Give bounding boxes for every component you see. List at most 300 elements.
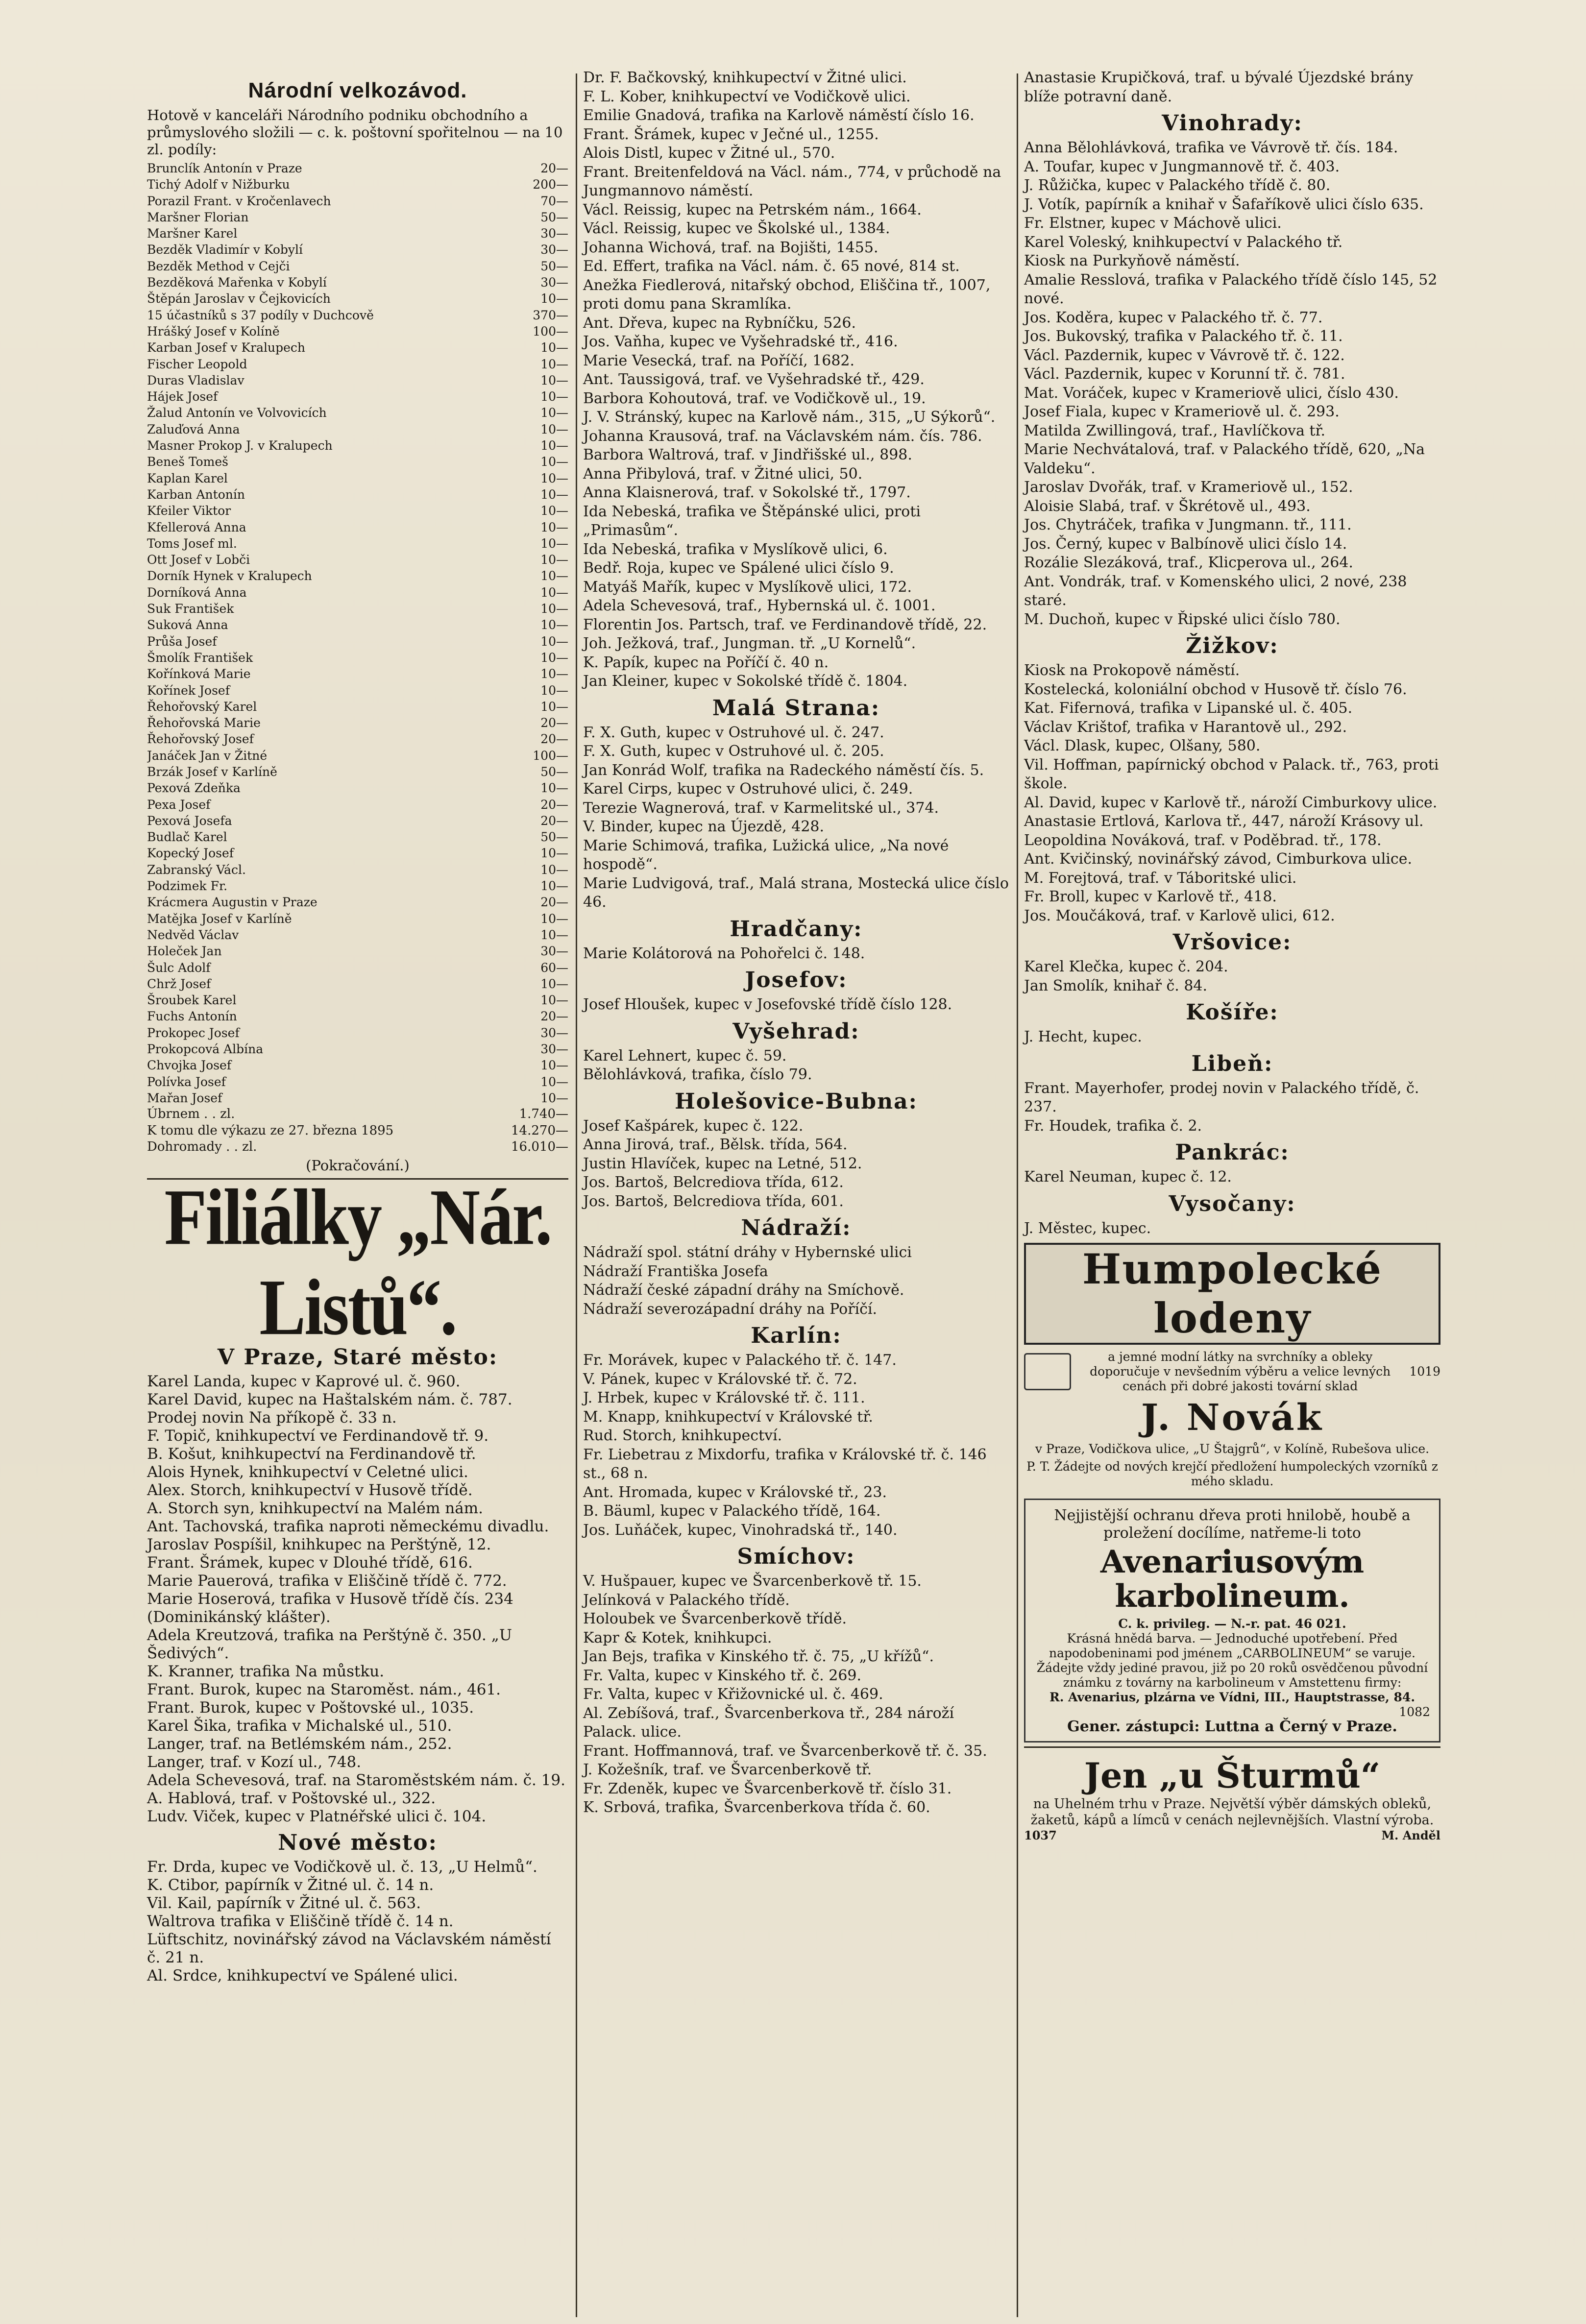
row-amount: 10— — [540, 471, 568, 485]
table-row — [147, 927, 568, 943]
list-item: F. X. Guth, kupec v Ostruhové ul. č. 205. — [583, 743, 884, 760]
section-heading: Nádraží: — [741, 1215, 852, 1240]
row-amount: 30— — [540, 242, 568, 257]
entry-list — [1024, 69, 1440, 1238]
row-amount: 30— — [540, 275, 568, 290]
total-amount: 16.010— — [511, 1139, 568, 1154]
list-item: Karel Cirps, kupec v Ostruhové ulici, č. 249. — [583, 780, 913, 798]
row-amount: 10— — [540, 879, 568, 894]
list-item: Marie Nechvátalová, traf. v Palackého třídě, 620, „Na Valdeku“. — [1024, 441, 1425, 477]
table-row — [147, 715, 568, 731]
row-name: Chrž Josef — [147, 976, 211, 991]
table-row — [147, 650, 568, 666]
table-row — [147, 388, 568, 405]
section-heading: Holešovice-Bubna: — [675, 1089, 918, 1114]
row-name: Šmolík František — [147, 650, 253, 665]
section-heading: Vinohrady: — [1162, 111, 1303, 136]
row-amount: 10— — [540, 650, 568, 665]
section-heading: Pankrác: — [1175, 1140, 1290, 1165]
list-item: Marie Hoserová, trafika v Husově třídě čís. 234 (Dominikánský klášter). — [147, 1590, 513, 1626]
list-item: B. Bäuml, kupec v Palackého třídě, 164. — [583, 1502, 881, 1520]
list-item: Rozálie Slezáková, traf., Klicperova ul., 264. — [1024, 554, 1353, 571]
list-item: Ant. Kvičinský, novinářský závod, Cimburkova ulice. — [1024, 850, 1412, 868]
row-amount: 10— — [540, 438, 568, 453]
ad-text: C. k. privileg. — N.-r. pat. 46 021. — [1118, 1617, 1346, 1631]
row-name: Řehořovský Josef — [147, 732, 254, 747]
list-item: Kat. Fifernová, trafika v Lipanské ul. č. 405. — [1024, 700, 1353, 717]
table-row — [147, 242, 568, 258]
list-item: Jan Kleiner, kupec v Sokolské třídě č. 1804. — [583, 673, 908, 690]
row-name: Tichý Adolf v Nižburku — [147, 177, 290, 192]
list-item: Bělohlávková, trafika, číslo 79. — [583, 1066, 812, 1083]
row-amount: 50— — [540, 830, 568, 845]
table-row — [147, 421, 568, 437]
row-name: Pexa Josef — [147, 797, 211, 812]
table-row — [147, 1074, 568, 1090]
list-item: Matilda Zwillingová, traf., Havlíčkova tř. — [1024, 422, 1326, 439]
list-item: Fr. Liebetrau z Mixdorfu, trafika v Královské tř. č. 146 st., 68 n. — [583, 1446, 987, 1482]
row-amount: 10— — [540, 340, 568, 355]
table-row — [147, 748, 568, 764]
row-amount: 10— — [540, 862, 568, 877]
row-amount: 370— — [533, 308, 568, 322]
table-row — [147, 992, 568, 1008]
row-name: Prokopcová Albína — [147, 1042, 264, 1057]
column-divider — [1017, 73, 1018, 2317]
row-name: Hrášký Josef v Kolíně — [147, 324, 280, 339]
row-name: Dorník Hynek v Kralupech — [147, 569, 312, 583]
list-item: Marie Kolátorová na Pohořelci č. 148. — [583, 944, 865, 962]
table-row — [147, 1008, 568, 1024]
table-row — [147, 176, 568, 193]
total-label: Úbrnem . . zl. — [147, 1107, 235, 1122]
list-item: Dr. F. Bačkovský, knihkupectví v Žitné ulici. — [583, 69, 907, 86]
list-item: Václav Krištof, trafika v Harantově ul., 292. — [1024, 718, 1347, 736]
row-name: Toms Josef ml. — [147, 536, 237, 551]
row-amount: 10— — [540, 781, 568, 796]
row-amount: 30— — [540, 1025, 568, 1040]
list-item: Marie Ludvigová, traf., Malá strana, Mostecká ulice číslo 46. — [583, 874, 1009, 911]
list-item: Ludv. Viček, kupec v Platnéřské ulici č. 104. — [147, 1808, 487, 1826]
list-item: V. Binder, kupec na Újezdě, 428. — [583, 818, 825, 835]
list-item: Anežka Fiedlerová, nitařský obchod, Eliščina tř., 1007, proti domu pana Skramlíka. — [583, 276, 991, 313]
table-row — [147, 617, 568, 633]
list-item: Langer, traf. na Betlémském nám., 252. — [147, 1735, 452, 1753]
list-item: Ant. Taussigová, traf. ve Vyšehradské tř., 429. — [583, 371, 925, 388]
list-item: Václ. Reissig, kupec na Petrském nám., 1664. — [583, 201, 922, 218]
list-item: Adela Schevesová, traf. na Staroměstském nám. č. 19. — [147, 1771, 565, 1790]
continued-note: (Pokračování.) — [306, 1157, 410, 1174]
row-name: Krácmera Augustin v Praze — [147, 895, 317, 910]
row-name: Průša Josef — [147, 634, 217, 649]
list-item: Al. David, kupec v Karlově tř., nároží Cimburkovy ulice. — [1024, 794, 1438, 811]
row-amount: 10— — [540, 911, 568, 926]
ad-title: Jen „u Šturmů“ — [1084, 1755, 1381, 1796]
list-item: Nádraží české západní dráhy na Smíchově. — [583, 1282, 904, 1299]
row-amount: 10— — [540, 504, 568, 518]
list-item: Frant. Šrámek, kupec v Dlouhé třídě, 616. — [147, 1554, 473, 1572]
row-name: Štěpán Jaroslav v Čejkovicích — [147, 291, 331, 306]
list-item: Waltrova trafika v Eliščině třídě č. 14 n. — [147, 1912, 454, 1931]
row-amount: 10— — [540, 1058, 568, 1073]
row-amount: 70— — [540, 194, 568, 208]
list-item: Ida Nebeská, trafika ve Štěpánské ulici, proti „Primasům“. — [583, 503, 921, 539]
row-name: Hájek Josef — [147, 389, 218, 404]
list-item: Jos. Bartoš, Belcrediova třída, 612. — [583, 1174, 844, 1191]
list-item: Karel Neuman, kupec č. 12. — [1024, 1168, 1232, 1186]
total-label: Dohromady . . zl. — [147, 1139, 257, 1154]
list-item: Fr. Broll, kupec v Karlově tř., 418. — [1024, 888, 1277, 905]
list-item: Frant. Burok, kupec v Poštovské ul., 1035. — [147, 1699, 474, 1717]
row-name: Masner Prokop J. v Kralupech — [147, 438, 333, 453]
list-item: M. Forejtová, traf. v Táboritské ulici. — [1024, 869, 1297, 887]
table-row — [147, 943, 568, 959]
row-name: Suková Anna — [147, 618, 228, 632]
row-amount: 10— — [540, 602, 568, 616]
table-row — [147, 682, 568, 699]
row-name: Dorníková Anna — [147, 585, 247, 600]
list-item: Fr. Zdeněk, kupec ve Švarcenberkově tř. číslo 31. — [583, 1780, 952, 1797]
list-item: Kapr & Kotek, knihkupci. — [583, 1629, 772, 1646]
list-item: M. Knapp, knihkupectví v Královské tř. — [583, 1408, 873, 1426]
row-name: Chvojka Josef — [147, 1058, 232, 1073]
row-amount: 10— — [540, 699, 568, 714]
row-name: Kaplan Karel — [147, 471, 228, 485]
list-item: Langer, traf. v Kozí ul., 748. — [147, 1753, 362, 1771]
section-heading: Vyšehrad: — [732, 1018, 860, 1044]
list-item: J. Votík, papírník a knihař v Šafaříkově ulici číslo 635. — [1024, 195, 1424, 213]
ad-text: Nejjistější ochranu dřeva proti hnilobě, houbě a proležení docílíme, natřeme-li toto — [1054, 1507, 1411, 1542]
row-name: Duras Vladislav — [147, 373, 244, 387]
table-row — [147, 878, 568, 894]
list-item: Bedř. Roja, kupec ve Spálené ulici číslo 9. — [583, 559, 894, 577]
row-name: Nedvěd Václav — [147, 927, 239, 942]
table-row — [147, 764, 568, 780]
list-item: Kiosk na Prokopově náměstí. — [1024, 662, 1240, 679]
table-row — [147, 356, 568, 372]
entry-list — [147, 1858, 568, 1985]
list-item: Vil. Hoffman, papírnický obchod v Palack. tř., 763, proti škole. — [1024, 756, 1439, 792]
list-item: Adela Schevesová, traf., Hybernská ul. č. 1001. — [583, 597, 936, 614]
table-row — [147, 1025, 568, 1041]
ad-footer — [1024, 1828, 1440, 1842]
row-amount: 30— — [540, 226, 568, 241]
list-item: Karel Voleský, knihkupectví v Palackého tř. — [1024, 233, 1343, 251]
row-name: Řehořovský Karel — [147, 699, 257, 714]
row-amount: 10— — [540, 291, 568, 306]
list-item: Kostelecká, koloniální obchod v Husově tř. číslo 76. — [1024, 680, 1407, 698]
row-amount: 20— — [540, 797, 568, 812]
ad-avenarius — [1024, 1499, 1440, 1743]
row-name: Porazil Frant. v Kročenlavech — [147, 194, 331, 208]
section-heading: Malá Strana: — [712, 695, 880, 721]
list-item: Fr. Morávek, kupec v Palackého tř. č. 147. — [583, 1352, 897, 1369]
table-row — [147, 437, 568, 454]
total-label: K tomu dle výkazu ze 27. března 1895 — [147, 1123, 394, 1138]
table-row — [147, 258, 568, 274]
list-item: Ida Nebeská, trafika v Myslíkově ulici, 6. — [583, 540, 888, 558]
row-amount: 20— — [540, 716, 568, 730]
table-row — [147, 160, 568, 176]
fabric-roll-icon — [1024, 1353, 1071, 1390]
entry-list — [583, 69, 1009, 1817]
list-item: Karel Lehnert, kupec č. 59. — [583, 1047, 787, 1065]
list-item: Jos. Luňáček, kupec, Vinohradská tř., 140. — [583, 1521, 898, 1539]
section-heading: V Praze, Staré město: — [217, 1345, 498, 1370]
row-amount: 10— — [540, 569, 568, 583]
table-row — [147, 307, 568, 323]
section-heading: Vršovice: — [1172, 930, 1292, 955]
list-item: Jaroslav Pospíšil, knihkupec na Perštýně, 12. — [147, 1536, 491, 1554]
row-name: Maršner Florian — [147, 210, 249, 224]
list-item: Ant. Tachovská, trafika naproti německému divadlu. — [147, 1518, 549, 1536]
list-item: Fr. Drda, kupec ve Vodičkově ul. č. 13, „U Helmů“. — [147, 1858, 537, 1876]
row-amount: 100— — [533, 748, 568, 763]
row-name: Mařan Josef — [147, 1090, 222, 1105]
ad-representative: Gener. zástupci: Luttna a Černý v Praze. — [1067, 1718, 1397, 1735]
ad-note: P. T. Žádejte od nových krejčí předložení humpoleckých vzorníků z mého skladu. — [1026, 1459, 1438, 1488]
list-item: Jos. Bukovský, trafika v Palackého tř. č. 11. — [1024, 328, 1343, 345]
row-amount: 10— — [540, 422, 568, 436]
table-row — [147, 209, 568, 225]
list-item: Karel Šika, trafika v Michalské ul., 510. — [147, 1717, 452, 1735]
list-item: Anna Přibylová, traf. v Žitné ulici, 50. — [583, 465, 863, 483]
row-name: Řehořovská Marie — [147, 716, 261, 730]
table-row — [147, 894, 568, 910]
table-row — [147, 699, 568, 715]
list-item: Alois Hynek, knihkupectví v Celetné ulici. — [147, 1463, 468, 1481]
section-heading: Žižkov: — [1186, 633, 1279, 658]
section-heading: Košíře: — [1186, 1000, 1279, 1025]
ad-humpolec — [1024, 1350, 1440, 1394]
row-amount: 20— — [540, 732, 568, 747]
row-name: Kořínek Josef — [147, 683, 230, 698]
table-row — [147, 845, 568, 861]
list-item: Jos. Bartoš, Belcrediova třída, 601. — [583, 1192, 844, 1210]
row-name: Ott Josef v Lobči — [147, 553, 250, 567]
list-item: K. Papík, kupec na Poříčí č. 40 n. — [583, 654, 829, 671]
list-item: Frant. Šrámek, kupec v Ječné ul., 1255. — [583, 125, 879, 143]
row-name: Pexová Josefa — [147, 813, 232, 828]
row-name: Šroubek Karel — [147, 993, 237, 1008]
list-item: Fr. Valta, kupec v Křižovnické ul. č. 469. — [583, 1686, 883, 1703]
row-name: Brzák Josef v Karlíně — [147, 764, 277, 779]
ad-number: 1037 — [1024, 1828, 1057, 1842]
list-item: Anastasie Krupičková, traf. u bývalé Újezdské brány blíže potravní daně. — [1024, 69, 1414, 105]
list-item: Jelínková v Palackého třídě. — [583, 1591, 790, 1609]
table-row — [147, 339, 568, 356]
list-item: Marie Vesecká, traf. na Poříčí, 1682. — [583, 352, 855, 369]
list-item: Jan Konrád Wolf, trafika na Radeckého náměstí čís. 5. — [583, 761, 984, 779]
list-item: Jos. Chytráček, trafika v Jungmann. tř., 111. — [1024, 516, 1352, 533]
table-row — [147, 797, 568, 813]
list-item: Matyáš Mařík, kupec v Myslíkově ulici, 172. — [583, 578, 912, 596]
list-item: Jos. Vaňha, kupec ve Vyšehradské tř., 416. — [583, 333, 898, 350]
row-name: Karban Josef v Kralupech — [147, 340, 305, 355]
table-row — [147, 274, 568, 290]
list-item: M. Duchoň, kupec v Řipské ulici číslo 780. — [1024, 610, 1341, 628]
list-item: K. Ctibor, papírník v Žitné ul. č. 14 n. — [147, 1876, 434, 1894]
table-row — [147, 503, 568, 519]
table-row — [147, 633, 568, 650]
row-name: Fischer Leopold — [147, 357, 247, 371]
row-name: Brunclík Antonín v Praze — [147, 161, 302, 175]
row-amount: 50— — [540, 210, 568, 224]
table-row — [147, 470, 568, 486]
table-row — [147, 960, 568, 976]
table-row — [147, 1041, 568, 1057]
row-amount: 10— — [540, 683, 568, 698]
list-item: Leopoldina Nováková, traf. v Poděbrad. tř., 178. — [1024, 831, 1382, 849]
total-amount: 14.270— — [511, 1123, 568, 1138]
row-amount: 30— — [540, 944, 568, 959]
ad-text: na Uhelném trhu v Praze. Největší výběr dámských obleků, žaketů, kápů a límců v cenách nejlevnějších. Vlastní výroba. — [1030, 1796, 1434, 1828]
ad-firm: R. Avenarius, plzárna ve Vídni, III., Hauptstrasse, 84. — [1049, 1690, 1415, 1704]
list-item: Nádraží Františka Josefa — [583, 1262, 768, 1280]
row-amount: 50— — [540, 764, 568, 779]
row-name: Fuchs Antonín — [147, 1009, 237, 1024]
list-item: Anna Bělohlávková, trafika ve Vávrově tř. čís. 184. — [1024, 139, 1398, 156]
list-item: J. Městec, kupec. — [1024, 1219, 1151, 1237]
list-item: Ant. Vondrák, traf. v Komenského ulici, 2 nové, 238 staré. — [1024, 573, 1407, 609]
table-row — [147, 976, 568, 992]
ad-address: v Praze, Vodičkova ulice, „U Štajgrů“, v Kolíně, Rubešova ulice. — [1035, 1442, 1430, 1456]
row-amount: 10— — [540, 487, 568, 502]
banner-title: Filiálky „Nár. Listů“. — [164, 1172, 551, 1352]
list-item: Frant. Burok, kupec na Staroměst. nám., 461. — [147, 1681, 501, 1699]
ad-number: 1082 — [1399, 1705, 1430, 1719]
list-item: Prodej novin Na příkopě č. 33 n. — [147, 1409, 397, 1427]
list-item: Justin Hlavíček, kupec na Letné, 512. — [583, 1155, 862, 1172]
row-amount: 10— — [540, 667, 568, 681]
total-amount: 1.740— — [519, 1107, 568, 1122]
table-row — [147, 731, 568, 747]
ad-title: Humpolecké lodeny — [1024, 1243, 1440, 1345]
table-row — [147, 486, 568, 503]
divider — [1024, 1746, 1440, 1748]
row-name: Janáček Jan v Žitné — [147, 748, 268, 763]
list-item: Barbora Kohoutová, traf. ve Vodičkově ul., 19. — [583, 389, 926, 407]
row-name: Kfeiler Viktor — [147, 504, 231, 518]
list-item: Rud. Storch, knihkupectví. — [583, 1427, 782, 1444]
list-item: Nádraží severozápadní dráhy na Poříčí. — [583, 1300, 878, 1318]
list-item: A. Storch syn, knihkupectví na Malém nám. — [147, 1500, 483, 1518]
table-row — [147, 601, 568, 617]
table-row — [147, 552, 568, 568]
list-item: V. Pánek, kupec v Královské tř. č. 72. — [583, 1370, 857, 1388]
list-item: Mat. Voráček, kupec v Krameriově ulici, číslo 430. — [1024, 384, 1399, 402]
list-item: Anastasie Ertlová, Karlova tř., 447, nároží Krásovy ul. — [1024, 813, 1424, 830]
list-item: Nádraží spol. státní dráhy v Hybernské ulici — [583, 1244, 912, 1261]
row-amount: 10— — [540, 406, 568, 420]
list-item: Ant. Hromada, kupec v Královské tř., 23. — [583, 1483, 887, 1501]
row-name: Holeček Jan — [147, 944, 222, 959]
list-item: Karel Landa, kupec v Kaprové ul. č. 960. — [147, 1373, 461, 1391]
table-row — [147, 813, 568, 829]
row-amount: 50— — [540, 259, 568, 273]
row-name: 15 účastníků s 37 podíly v Duchcově — [147, 308, 374, 322]
list-item: Joh. Ježková, traf., Jungman. tř. „U Kornelů“. — [583, 635, 916, 652]
table-row — [147, 372, 568, 388]
list-item: K. Kranner, trafika Na můstku. — [147, 1663, 385, 1681]
list-item: Anna Klaisnerová, traf. v Sokolské tř., 1797. — [583, 484, 911, 501]
list-item: Václ. Reissig, kupec ve Školské ul., 1384. — [583, 220, 890, 237]
row-amount: 10— — [540, 553, 568, 567]
list-item: Jos. Koděra, kupec v Palackého tř. č. 77. — [1024, 309, 1323, 326]
list-item: Lüftschitz, novinářský závod na Václavském náměstí č. 21 n. — [147, 1931, 551, 1967]
list-item: Terezie Wagnerová, traf. v Karmelitské ul., 374. — [583, 799, 939, 817]
list-item: J. Kožešník, traf. ve Švarcenberkově tř. — [583, 1761, 872, 1778]
column-middle — [583, 69, 1009, 1817]
list-item: A. Toufar, kupec v Jungmannově tř. č. 403. — [1024, 158, 1340, 175]
list-item: Josef Kašpárek, kupec č. 122. — [583, 1117, 804, 1135]
list-item: Josef Fiala, kupec v Krameriově ul. č. 293. — [1024, 403, 1340, 420]
list-item: Adela Kreutzová, trafika na Perštýně č. 350. „U Šedivých“. — [147, 1626, 512, 1663]
row-name: Bezděk Method v Cejči — [147, 259, 290, 273]
section-heading: Vysočany: — [1169, 1191, 1296, 1216]
list-item: A. Hablová, traf. v Poštovské ul., 322. — [147, 1790, 436, 1808]
list-item: J. V. Stránský, kupec na Karlově nám., 315, „U Sýkorů“. — [583, 409, 996, 426]
column-left — [147, 69, 568, 1985]
list-item: Fr. Elstner, kupec v Máchově ulici. — [1024, 215, 1282, 232]
table-row — [147, 454, 568, 470]
row-amount: 10— — [540, 634, 568, 649]
table-row — [147, 535, 568, 552]
table-row — [147, 780, 568, 796]
list-item: Jos. Černý, kupec v Balbínově ulici číslo 14. — [1024, 535, 1347, 553]
section-heading: Hradčany: — [730, 916, 863, 942]
table-row — [147, 666, 568, 682]
list-item: Frant. Breitenfeldová na Václ. nám., 774, v průchodě na Jungmannovo náměstí. — [583, 163, 1001, 199]
table-row — [147, 911, 568, 927]
column-divider — [576, 73, 577, 2317]
row-name: Podzimek Fr. — [147, 879, 228, 894]
list-item: F. X. Guth, kupec v Ostruhové ul. č. 247. — [583, 724, 884, 741]
list-item: Ant. Dřeva, kupec na Rybníčku, 526. — [583, 314, 856, 332]
list-item: Vil. Kail, papírník v Žitné ul. č. 563. — [147, 1894, 421, 1912]
row-amount: 20— — [540, 161, 568, 175]
row-amount: 60— — [540, 960, 568, 975]
row-amount: 10— — [540, 536, 568, 551]
row-amount: 10— — [540, 927, 568, 942]
list-item: Jan Bejs, trafika v Kinského tř. č. 75, „U křížů“. — [583, 1648, 934, 1665]
section-heading: Národní velkozávod. — [248, 78, 467, 102]
row-name: Suk František — [147, 602, 234, 616]
ad-text: Krásná hnědá barva. — Jednoduché upotřebení. Před napodobeninami pod jménem „CARBOLINEUM“ se varuje. Žádejte vždy jediné pravou, již po 20 roků osvědčenou původní známku z továrny na karbolineum v Amstettenu firmy: — [1036, 1631, 1428, 1690]
list-item: V. Hušpauer, kupec ve Švarcenberkově tř. 15. — [583, 1573, 922, 1590]
row-name: Karban Antonín — [147, 487, 245, 502]
list-item: Emilie Gnadová, trafika na Karlově náměstí číslo 16. — [583, 107, 975, 124]
table-row — [147, 323, 568, 339]
list-item: Karel David, kupec na Haštalském nám. č. 787. — [147, 1391, 512, 1409]
list-item: Kiosk na Purkyňově náměstí. — [1024, 252, 1240, 269]
list-item: Jan Smolík, knihař č. 84. — [1024, 977, 1208, 994]
list-item: K. Srbová, trafika, Švarcenberkova třída č. 60. — [583, 1799, 930, 1816]
table-row — [147, 862, 568, 878]
ad-name: J. Novák — [1141, 1397, 1323, 1439]
row-amount: 10— — [540, 520, 568, 534]
list-item: Frant. Mayerhofer, prodej novin v Palackého třídě, č. 237. — [1024, 1079, 1419, 1115]
row-name: Maršner Karel — [147, 226, 238, 241]
total-row — [147, 1139, 568, 1155]
list-item: J. Hecht, kupec. — [1024, 1028, 1142, 1045]
section-heading: Karlín: — [751, 1323, 842, 1348]
row-name: Kopecký Josef — [147, 846, 234, 861]
list-item: F. Topič, knihkupectví ve Ferdinandově tř. 9. — [147, 1427, 489, 1445]
contribution-list — [147, 160, 568, 1106]
row-amount: 30— — [540, 1042, 568, 1057]
section-heading: Nové město: — [278, 1830, 438, 1856]
